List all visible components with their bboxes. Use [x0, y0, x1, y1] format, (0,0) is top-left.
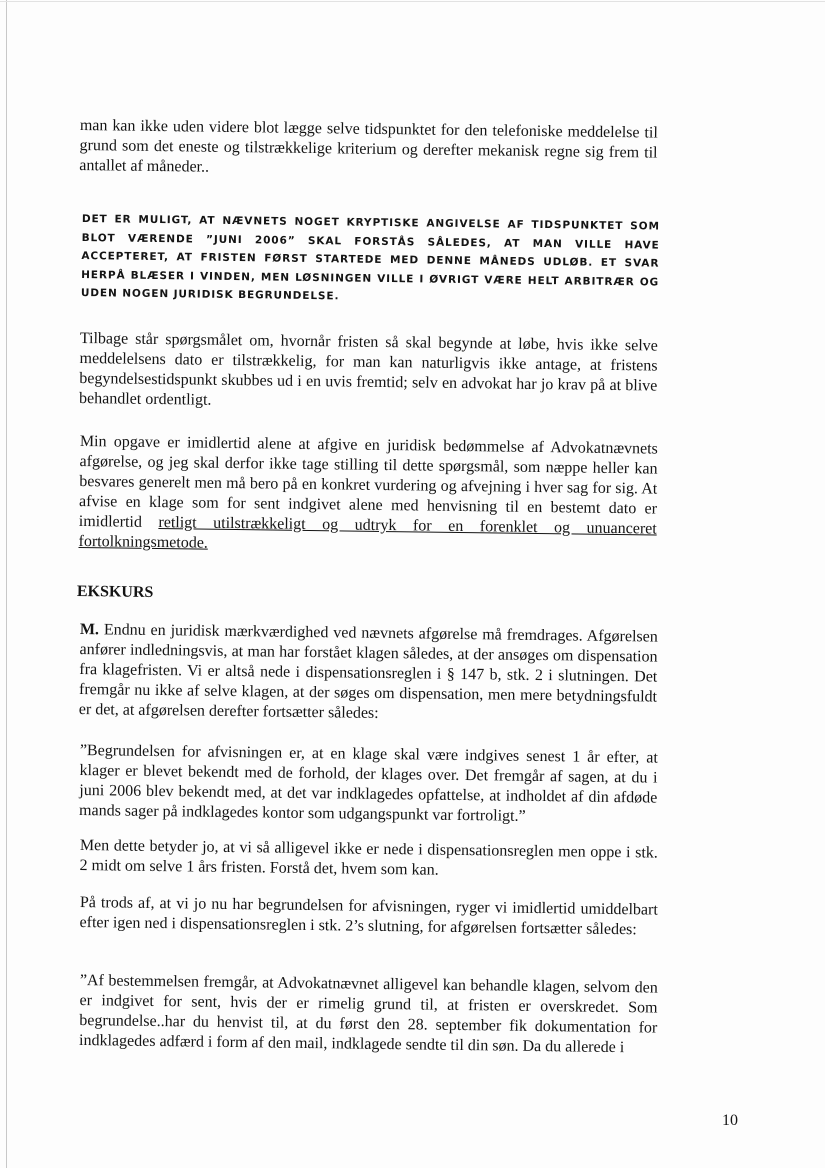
paragraph-8: På trods af, at vi jo nu har begrundelsen for afvisningen, ryger vi imidlertid umiddelbart efter igen ned i dispensationsreglen i stk. 2’s slutning, for afgørelsen fortsætter således: [79, 893, 658, 939]
scan-edge-top [0, 1, 825, 2]
paragraph-caps-note: DET ER MULIGT, AT NÆVNETS NOGET KRYPTISKE ANGIVELSE AF TIDSPUNKTET SOM BLOT VÆRENDE ”JUNI 2006” SKAL FORSTÅS SÅLEDES, AT MAN VILLE HAVE ACCEPTERET, AT FRISTEN FØRST STARTEDE MED DENNE MÅNEDS UDLØB. ET SVAR HERPÅ BLÆSER I VINDEN, MEN LØSNINGEN VILLE I ØVRIGT VÆRE HELT ARBITRÆR OG UDEN NOGEN JURIDISK BEGRUNDELSE. [80, 212, 660, 303]
quote-2: ”Af bestemmelsen fremgår, at Advokatnævnet alligevel kan behandle klagen, selvom den er indgivet for sent, hvis der er rimelig grund til, at fristen er overskredet. Som begrundelse..har du henvist til, at du først den 28. september fik dokumentation for indklagedes adfærd i form af den mail, indklagede sendte til din søn. Da du allerede i [78, 971, 658, 1057]
paragraph-5 [79, 620, 658, 728]
paragraph-5-text: Endnu en juridisk mærkværdighed ved nævnets afgørelse må fremdrages. Afgørelsen anfører indledningsvis, at man har forstået klagen således, at der ansøges om dispensation fra klagefristen. Vi er altså nede i dispensationsreglen i § 147 b, stk. 2 i slutningen. Det fremgår nu ikke af selve klagen, at der søges om dispensation, men mere betydningsfuldt er det, at afgørelsen derefter fortsætter således: [78, 621, 658, 722]
paragraph-4-underlined: retligt utilstrækkeligt og udtryk for en forenklet og unuanceret fortolkningsmetode. [78, 514, 657, 552]
paragraph-7: Men dette betyder jo, at vi så alligevel ikke er nede i dispensationsreglen men oppe i stk. 2 midt om selve 1 års fristen. Forstå det, hvem som kan. [79, 836, 658, 879]
paragraph-5-lead: M. [79, 620, 100, 639]
section-heading-ekskurs: EKSKURS [76, 583, 154, 601]
quote-1: ”Begrundelsen for afvisningen er, at en klage skal være indgives senest 1 år efter, at klager er blevet bekendt med de forhold, der klages over. Det fremgår af sagen, at du i juni 2006 blev bekendt med, at det var indklagedes opfattelse, at indholdet af din afdøde mands sager på indklagedes kontor som udgangspunkt var fortroligt.” [78, 741, 658, 825]
paragraph-4-text: Min opgave er imidlertid alene at afgive en juridisk bedømmelse af Advokatnævnets afgørelse, og jeg skal derfor ikke tage stilling til dette spørgsmål, som næppe heller kan besvares generelt men må bero på en konkret vurdering og afvejning i hver sag for sig. At afvise en klage som for sent indgivet alene med henvisning til en bestemt dato er imidlertid [78, 432, 658, 532]
scan-edge-left [6, 0, 7, 1168]
page-number: 10 [722, 1112, 738, 1129]
paragraph-4 [78, 432, 658, 560]
paragraph-1: man kan ikke uden videre blot lægge selve tidspunktet for den telefoniske meddelelse til grund som det eneste og tilstrækkelige kriterium og derefter mekanisk regne sig frem til antallet af måneder.. [79, 116, 658, 176]
paragraph-3: Tilbage står spørgsmålet om, hvornår fristen så skal begynde at løbe, hvis ikke selve meddelelsens dato er tilstrækkelig, for man kan naturligvis ikke antage, at fristens begyndelsestidspunkt skubbes ud i en uvis fremtid; selv en advokat har jo krav på at blive behandlet ordentligt. [78, 329, 658, 409]
